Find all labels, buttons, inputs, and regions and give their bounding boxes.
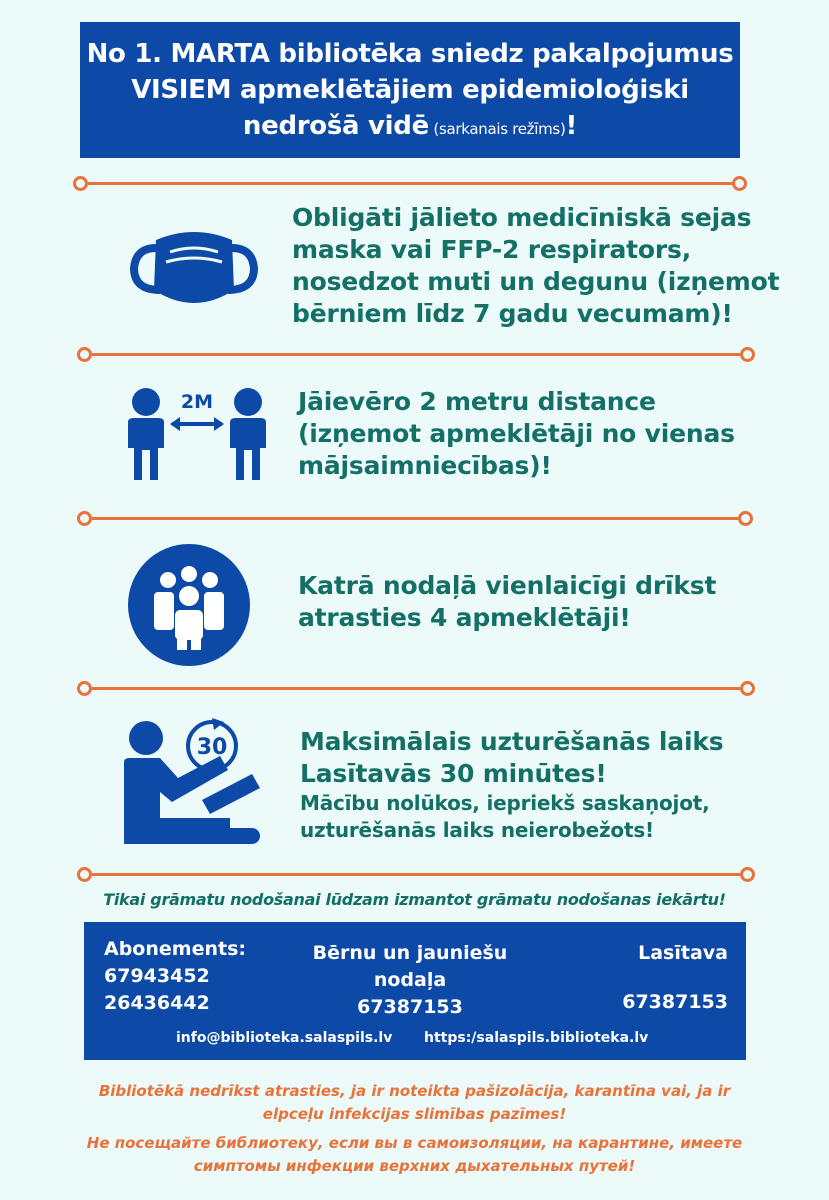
website-link[interactable]: https:/salaspils.biblioteka.lv	[424, 1030, 649, 1046]
reading-room-phone[interactable]: 67387153	[622, 991, 728, 1013]
header-banner	[80, 22, 740, 158]
rule-distance-text: Jāievēro 2 metru distance (izņemot apmeklētāji no vienas mājsaimniecības)!	[298, 387, 735, 480]
reading-room-label: Lasītava	[638, 942, 728, 964]
warning-latvian: Bibliotēkā nedrīkst atrasties, ja ir noteikta pašizolācija, karantīna vai, ja ir elpceļu infekcijas slimības pazīmes!	[98, 1082, 731, 1123]
divider	[92, 687, 740, 690]
reading-timer-icon	[120, 708, 266, 852]
divider	[88, 182, 732, 185]
children-dept-label-2: nodaļa	[373, 969, 447, 991]
timer-label: 30	[196, 735, 228, 760]
header-line-2: VISIEM apmeklētājiem epidemioloģiski	[131, 75, 689, 105]
header-line-1: No 1. MARTA bibliotēka sniedz pakalpojumus	[86, 39, 734, 69]
abonements-label: Abonements:	[104, 938, 246, 960]
book-return-notice: Tikai grāmatu nodošanai lūdzam izmantot grāmatu nodošanas iekārtu!	[103, 890, 726, 909]
divider	[92, 873, 740, 876]
warning-russian: Не посещайте библиотеку, если вы в самоизоляции, на карантине, имеете симптомы инфекции верхних дыхательных путей!	[86, 1134, 743, 1175]
face-mask-icon	[126, 218, 262, 318]
social-distance-icon	[124, 384, 270, 480]
children-dept-label-1: Bērnu un jauniešu	[312, 942, 508, 964]
divider	[92, 353, 740, 356]
contacts-box	[84, 922, 746, 1060]
distance-label: 2M	[180, 391, 214, 413]
email-link[interactable]: info@biblioteka.salaspils.lv	[176, 1030, 393, 1046]
abonements-phone-1[interactable]: 67943452	[104, 965, 210, 987]
divider	[92, 517, 738, 520]
rule-time-text: Maksimālais uzturēšanās laiks Lasītavās 30 minūtes! Mācību nolūkos, iepriekš saskaņojot, uzturēšanās laiks neierobežots!	[300, 727, 724, 842]
group-people-icon	[128, 544, 250, 666]
rule-group-text: Katrā nodaļā vienlaicīgi drīkst atrasties 4 apmeklētāji!	[298, 571, 717, 632]
children-dept-phone[interactable]: 67387153	[357, 996, 463, 1018]
rule-mask-text: Obligāti jālieto medicīniskā sejas maska vai FFP-2 respirators, nosedzot muti un degunu (izņemot bērniem līdz 7 gadu vecumam)!	[292, 203, 780, 328]
abonements-phone-2[interactable]: 26436442	[104, 992, 210, 1014]
header-line-3: nedrošā vidē (sarkanais režīms)!	[242, 111, 578, 141]
